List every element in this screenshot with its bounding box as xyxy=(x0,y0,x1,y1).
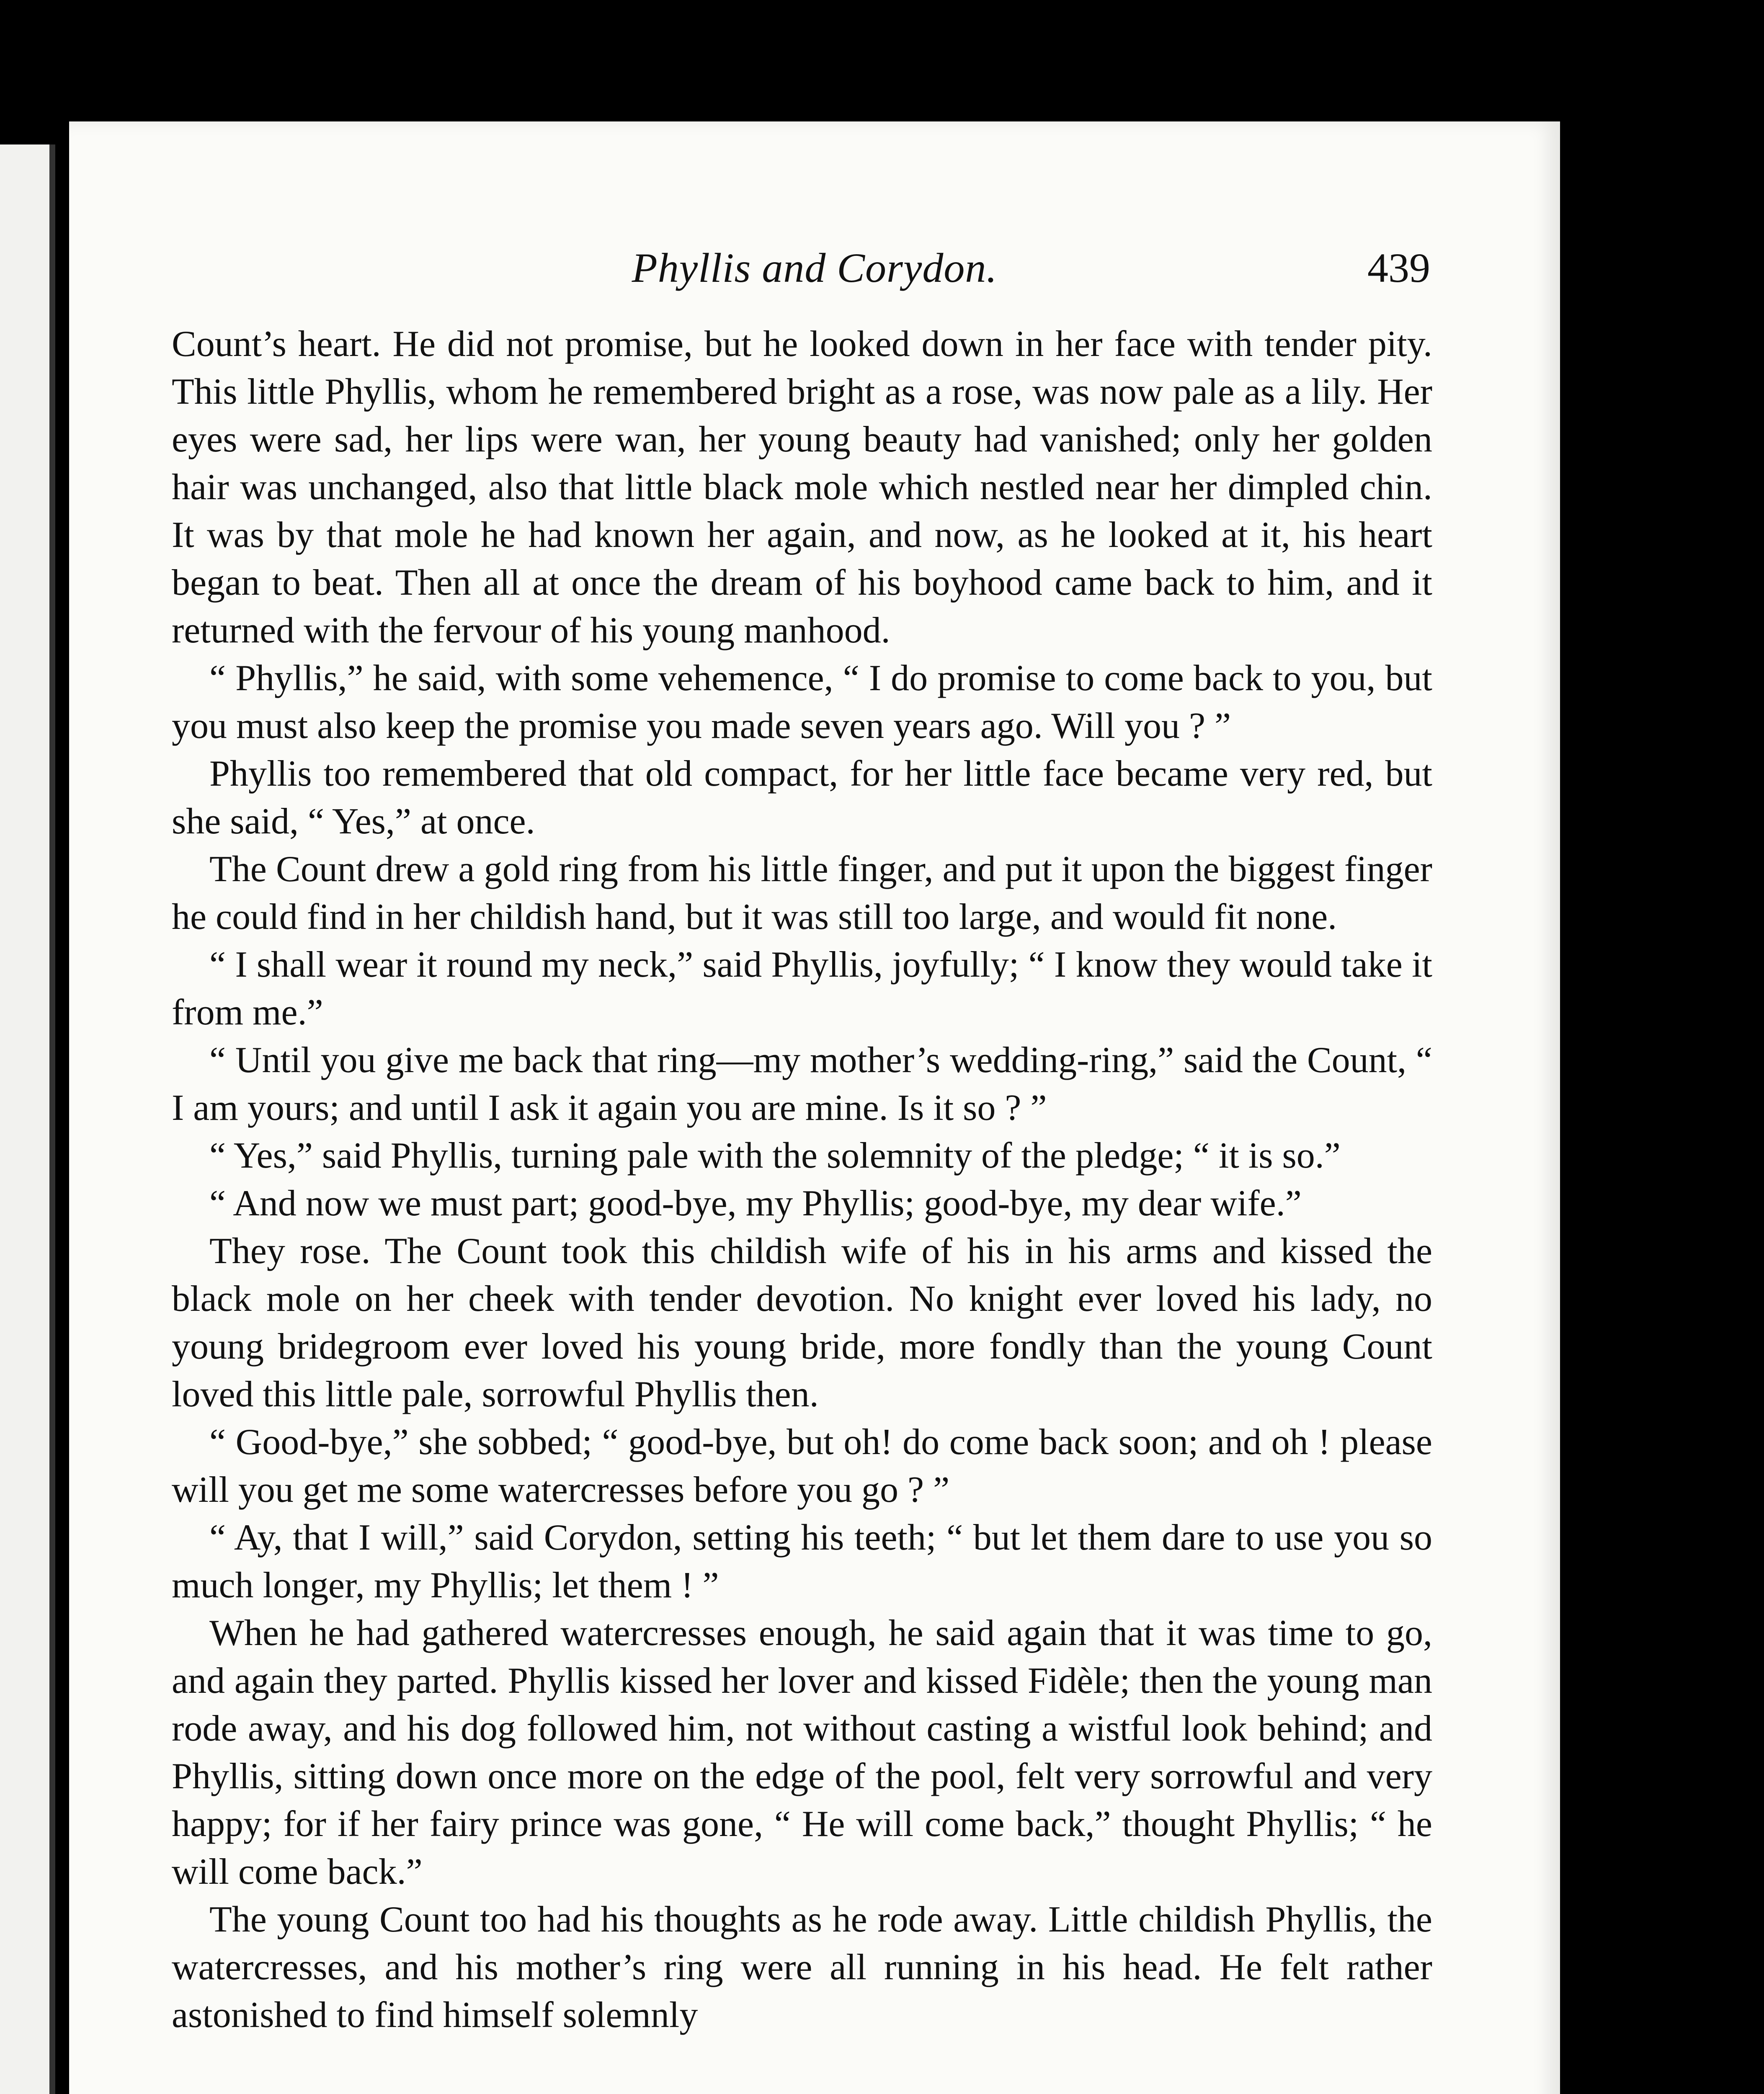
paragraph: “ Yes,” said Phyllis, turning pale with the solemnity of the pledge; “ it is so.” xyxy=(209,1135,1341,1176)
paragraph: Count’s heart. He did not promise, but he looked down in her face with tender pity. This little Phyllis, whom he remembered bright as a rose, was now pale as a lily. Her eyes were sad, her lips were wan, her young beauty had vanished; only her golden hair was unchanged, also that little black mole which nestled near her dimpled chin. It was by that mole he had known her again, and now, as he looked at it, his heart began to beat. Then all at once the dream of his boyhood came back to him, and it returned with the fervour of his young manhood. xyxy=(172,324,1432,651)
book-page xyxy=(69,121,1560,2094)
facing-page-edge xyxy=(0,144,55,2094)
paragraph: “ And now we must part; good-bye, my Phyllis; good-bye, my dear wife.” xyxy=(209,1183,1302,1224)
paragraph: “ Ay, that I will,” said Corydon, setting his teeth; “ but let them dare to use you so much longer, my Phyllis; let them ! ” xyxy=(172,1517,1432,1606)
paragraph: The young Count too had his thoughts as he rode away. Little childish Phyllis, the watercresses, and his mother’s ring were all running in his head. He felt rather astonished to find himself solemnly xyxy=(172,1899,1432,2035)
paragraph: “ I shall wear it round my neck,” said Phyllis, joyfully; “ I know they would take it from me.” xyxy=(172,944,1432,1033)
running-title: Phyllis and Corydon. xyxy=(632,245,998,291)
paragraph: Phyllis too remembered that old compact, for her little face became very red, but she said, “ Yes,” at once. xyxy=(172,753,1432,842)
paragraph: When he had gathered watercresses enough, he said again that it was time to go, and again they parted. Phyllis kissed her lover and kissed Fidèle; then the young man rode away, and his dog followed him, not without casting a wistful look behind; and Phyllis, sitting down once more on the edge of the pool, felt very sorrowful and very happy; for if her fairy prince was gone, “ He will come back,” thought Phyllis; “ he will come back.” xyxy=(172,1613,1432,1892)
page-number: 439 xyxy=(1367,245,1430,291)
paragraph: “ Phyllis,” he said, with some vehemence, “ I do promise to come back to you, but you must also keep the promise you made seven years ago. Will you ? ” xyxy=(172,658,1432,746)
paragraph: “ Until you give me back that ring—my mother’s wedding-ring,” said the Count, “ I am yours; and until I ask it again you are mine. Is it so ? ” xyxy=(172,1040,1432,1128)
paragraph: “ Good-bye,” she sobbed; “ good-bye, but oh! do come back soon; and oh ! please will you get me some watercresses before you go ? ” xyxy=(172,1422,1432,1510)
paragraph: The Count drew a gold ring from his little finger, and put it upon the biggest finger he could find in her childish hand, but it was still too large, and would fit none. xyxy=(172,849,1432,937)
paragraph: They rose. The Count took this childish wife of his in his arms and kissed the black mole on her cheek with tender devotion. No knight ever loved his lady, no young bridegroom ever loved his young bride, more fondly than the young Count loved this little pale, sorrowful Phyllis then. xyxy=(172,1231,1432,1415)
page-header xyxy=(69,244,1560,307)
body-text xyxy=(172,320,1432,2039)
